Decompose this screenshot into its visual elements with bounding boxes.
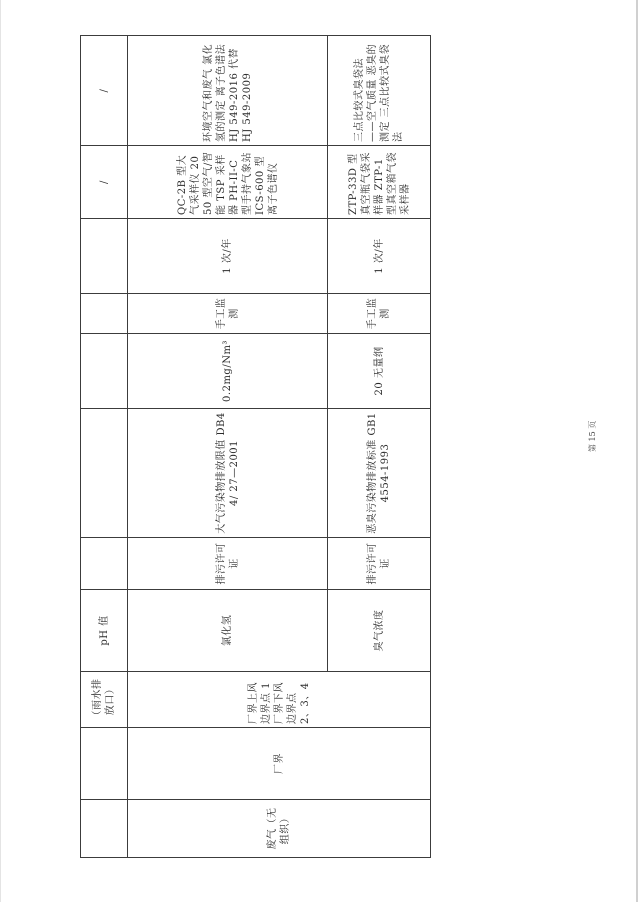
cell-factor: pH 值 <box>81 590 128 672</box>
cell-blank <box>81 800 128 858</box>
cell-method: 环境空气和废气 氯化氢的测定 离子色谱法 HJ 549-2016 代替 HJ 549-2009 <box>128 36 328 146</box>
cell-outlet: （雨水排放口） <box>81 672 128 728</box>
cell-blank <box>81 219 128 294</box>
cell-monitor-points: 厂界上风边界点 1 厂界下风边界点 2、3、4 <box>128 672 431 728</box>
cell-instrument: ZTP-33D 型真空瓶气袋采样器 ZTP-1 型真空箱气袋采样器 <box>328 146 431 219</box>
cell-monitor-mode: 手工监测 <box>128 294 328 334</box>
cell-standard: 大气污染物排放限值 DB44/ 27—2001 <box>128 409 328 538</box>
cell-blank <box>81 294 128 334</box>
cell-blank <box>81 334 128 409</box>
cell-instrument: / <box>81 146 128 219</box>
cell-source: 排污许可证 <box>328 538 431 590</box>
cell-detection-limit: 0.2mg/Nm³ <box>128 334 328 409</box>
cell-method: / <box>81 36 128 146</box>
table-row <box>128 36 328 858</box>
cell-frequency: 1 次/年 <box>128 219 328 294</box>
cell-blank <box>81 728 128 800</box>
page-number: 第 15 页 <box>588 420 597 452</box>
cell-blank <box>81 538 128 590</box>
cell-blank <box>81 409 128 538</box>
cell-source: 排污许可证 <box>128 538 328 590</box>
cell-category: 废气（无组织） <box>128 800 431 858</box>
cell-location: 厂界 <box>128 728 431 800</box>
cell-monitor-mode: 手工监测 <box>328 294 431 334</box>
page-edge-left <box>0 0 1 902</box>
cell-frequency: 1 次/年 <box>328 219 431 294</box>
cell-standard: 恶臭污染物排放标准 GB14554-1993 <box>328 409 431 538</box>
cell-instrument: QC-2B 型大气采样仪 2050 型空气/智能 TSP 采样器 PH-II-C 型手持气象站 ICS-600 型离子色谱仪 <box>128 146 328 219</box>
cell-factor: 臭气浓度 <box>328 590 431 672</box>
cell-detection-limit: 20 无量纲 <box>328 334 431 409</box>
table-row <box>81 36 128 858</box>
rotated-table-container <box>80 36 430 858</box>
cell-factor: 氯化氢 <box>128 590 328 672</box>
cell-method: 三点比较式臭袋法——空气质量 恶臭的测定 三点比较式臭袋法 <box>328 36 431 146</box>
monitoring-table <box>80 35 431 858</box>
